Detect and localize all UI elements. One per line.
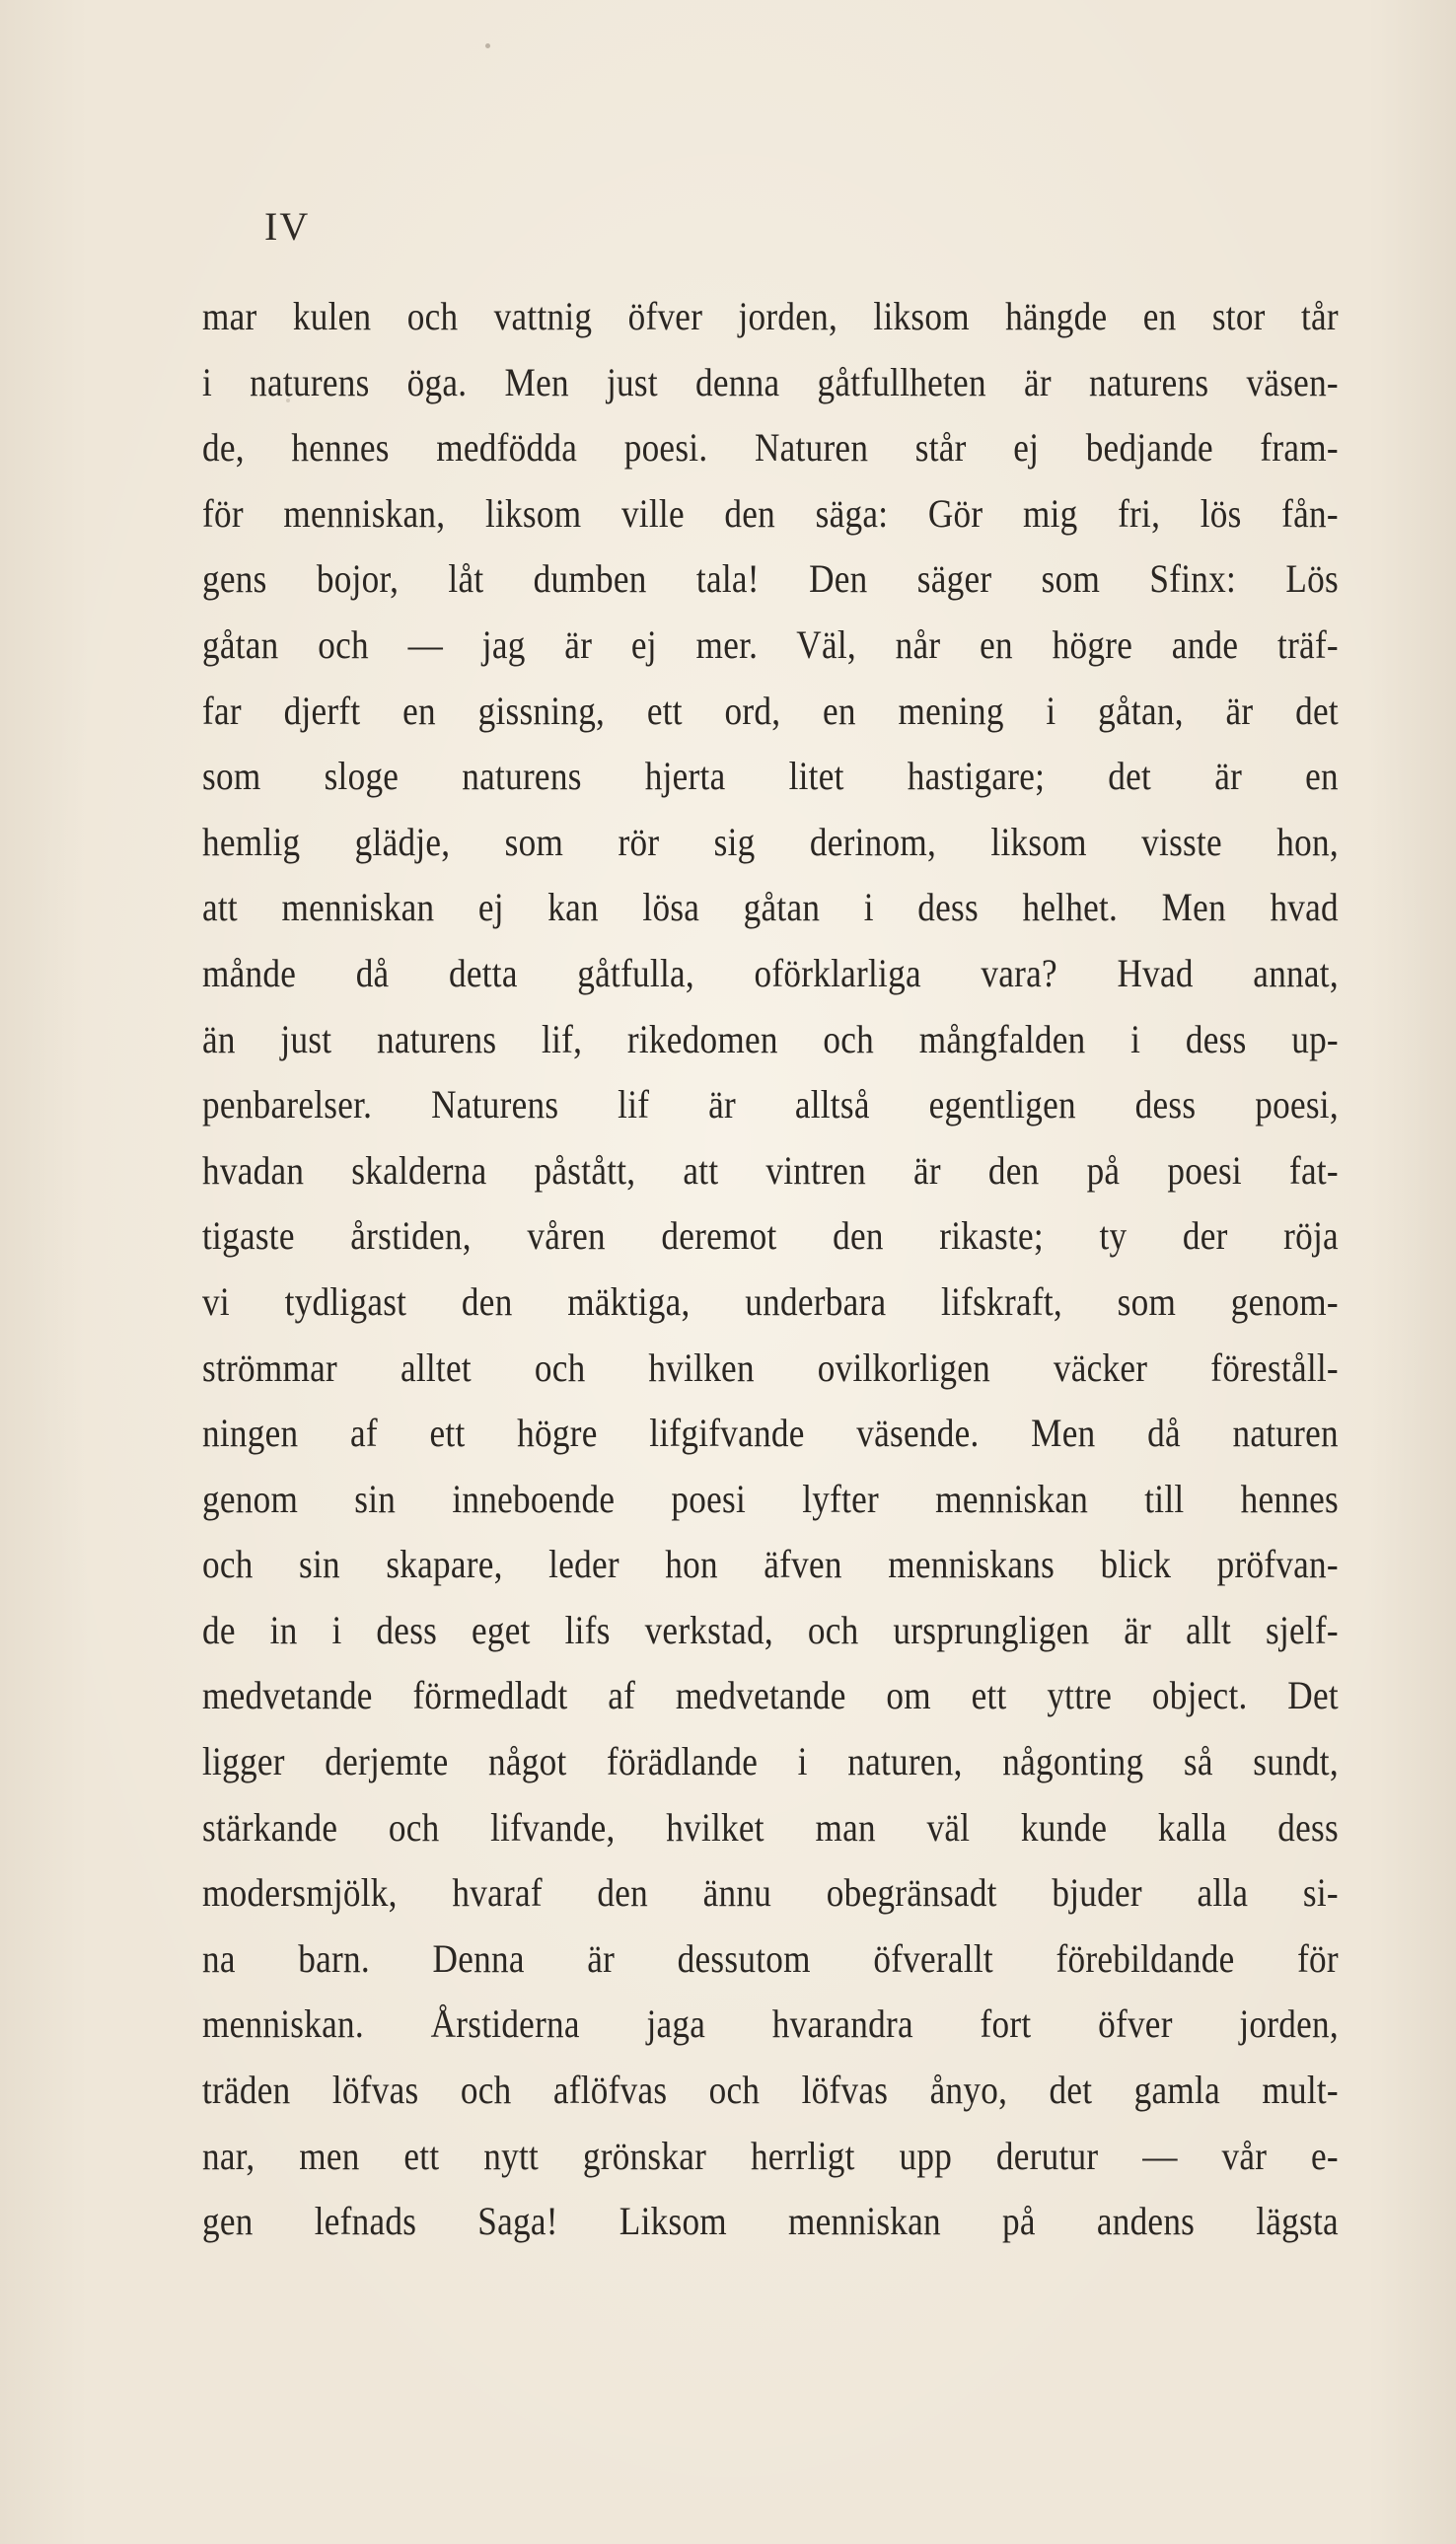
text-line: de, hennes medfödda poesi. Naturen står ej bedjande fram- bbox=[202, 425, 1339, 471]
text-line: na barn. Denna är dessutom öfverallt förebildande för bbox=[202, 1935, 1339, 1981]
text-line: de in i dess eget lifs verkstad, och ursprungligen är allt sjelf- bbox=[202, 1607, 1339, 1652]
text-line: att menniskan ej kan lösa gåtan i dess helhet. Men hvad bbox=[202, 885, 1339, 930]
text-line: i naturens öga. Men just denna gåtfullheten är naturens väsen- bbox=[202, 359, 1339, 404]
text-line: nar, men ett nytt grönskar herrligt upp derutur — vår e- bbox=[202, 2133, 1339, 2178]
text-line: modersmjölk, hvaraf den ännu obegränsadt bjuder alla si- bbox=[202, 1870, 1339, 1916]
text-line: gåtan och — jag är ej mer. Väl, når en högre ande träf- bbox=[202, 621, 1339, 667]
text-line: menniskan. Årstiderna jaga hvarandra fort öfver jorden, bbox=[202, 2001, 1339, 2047]
page-number: IV bbox=[264, 204, 311, 249]
text-line: tigaste årstiden, våren deremot den rikaste; ty der röja bbox=[202, 1213, 1339, 1259]
text-line: medvetande förmedladt af medvetande om ett yttre object. Det bbox=[202, 1673, 1339, 1718]
text-line: strömmar alltet och hvilken ovilkorligen väcker föreståll- bbox=[202, 1345, 1339, 1390]
text-line: ligger derjemte något förädlande i naturen, någonting så sundt, bbox=[202, 1739, 1339, 1784]
text-line: hvadan skalderna påstått, att vintren är den på poesi fat- bbox=[202, 1147, 1339, 1193]
text-line: och sin skapare, leder hon äfven menniskans blick pröfvan- bbox=[202, 1542, 1339, 1587]
text-line: far djerft en gissning, ett ord, en mening i gåtan, är det bbox=[202, 688, 1339, 733]
text-line: för menniskan, liksom ville den säga: Gör mig fri, lös fån- bbox=[202, 490, 1339, 536]
text-line: hemlig glädje, som rör sig derinom, liksom visste hon, bbox=[202, 819, 1339, 864]
text-line: vi tydligast den mäktiga, underbara lifskraft, som genom- bbox=[202, 1278, 1339, 1324]
text-line: stärkande och lifvande, hvilket man väl kunde kalla dess bbox=[202, 1804, 1339, 1850]
text-line: genom sin inneboende poesi lyfter menniskan till hennes bbox=[202, 1476, 1339, 1521]
body-text bbox=[202, 284, 1339, 2255]
paper-speck bbox=[485, 43, 490, 48]
text-line: träden löfvas och aflöfvas och löfvas ånyo, det gamla mult- bbox=[202, 2068, 1339, 2113]
text-line: gens bojor, låt dumben tala! Den säger som Sfinx: Lös bbox=[202, 556, 1339, 602]
text-line: mar kulen och vattnig öfver jorden, liksom hängde en stor tår bbox=[202, 294, 1339, 338]
text-line: månde då detta gåtfulla, oförklarliga vara? Hvad annat, bbox=[202, 950, 1339, 995]
text-line: ningen af ett högre lifgifvande väsende. Men då naturen bbox=[202, 1411, 1339, 1456]
text-line: som sloge naturens hjerta litet hastigare; det är en bbox=[202, 754, 1339, 799]
text-line: än just naturens lif, rikedomen och mångfalden i dess up- bbox=[202, 1016, 1339, 1061]
text-line: penbarelser. Naturens lif är alltså egentligen dess poesi, bbox=[202, 1082, 1339, 1127]
text-line: gen lefnads Saga! Liksom menniskan på andens lägsta bbox=[202, 2199, 1339, 2244]
